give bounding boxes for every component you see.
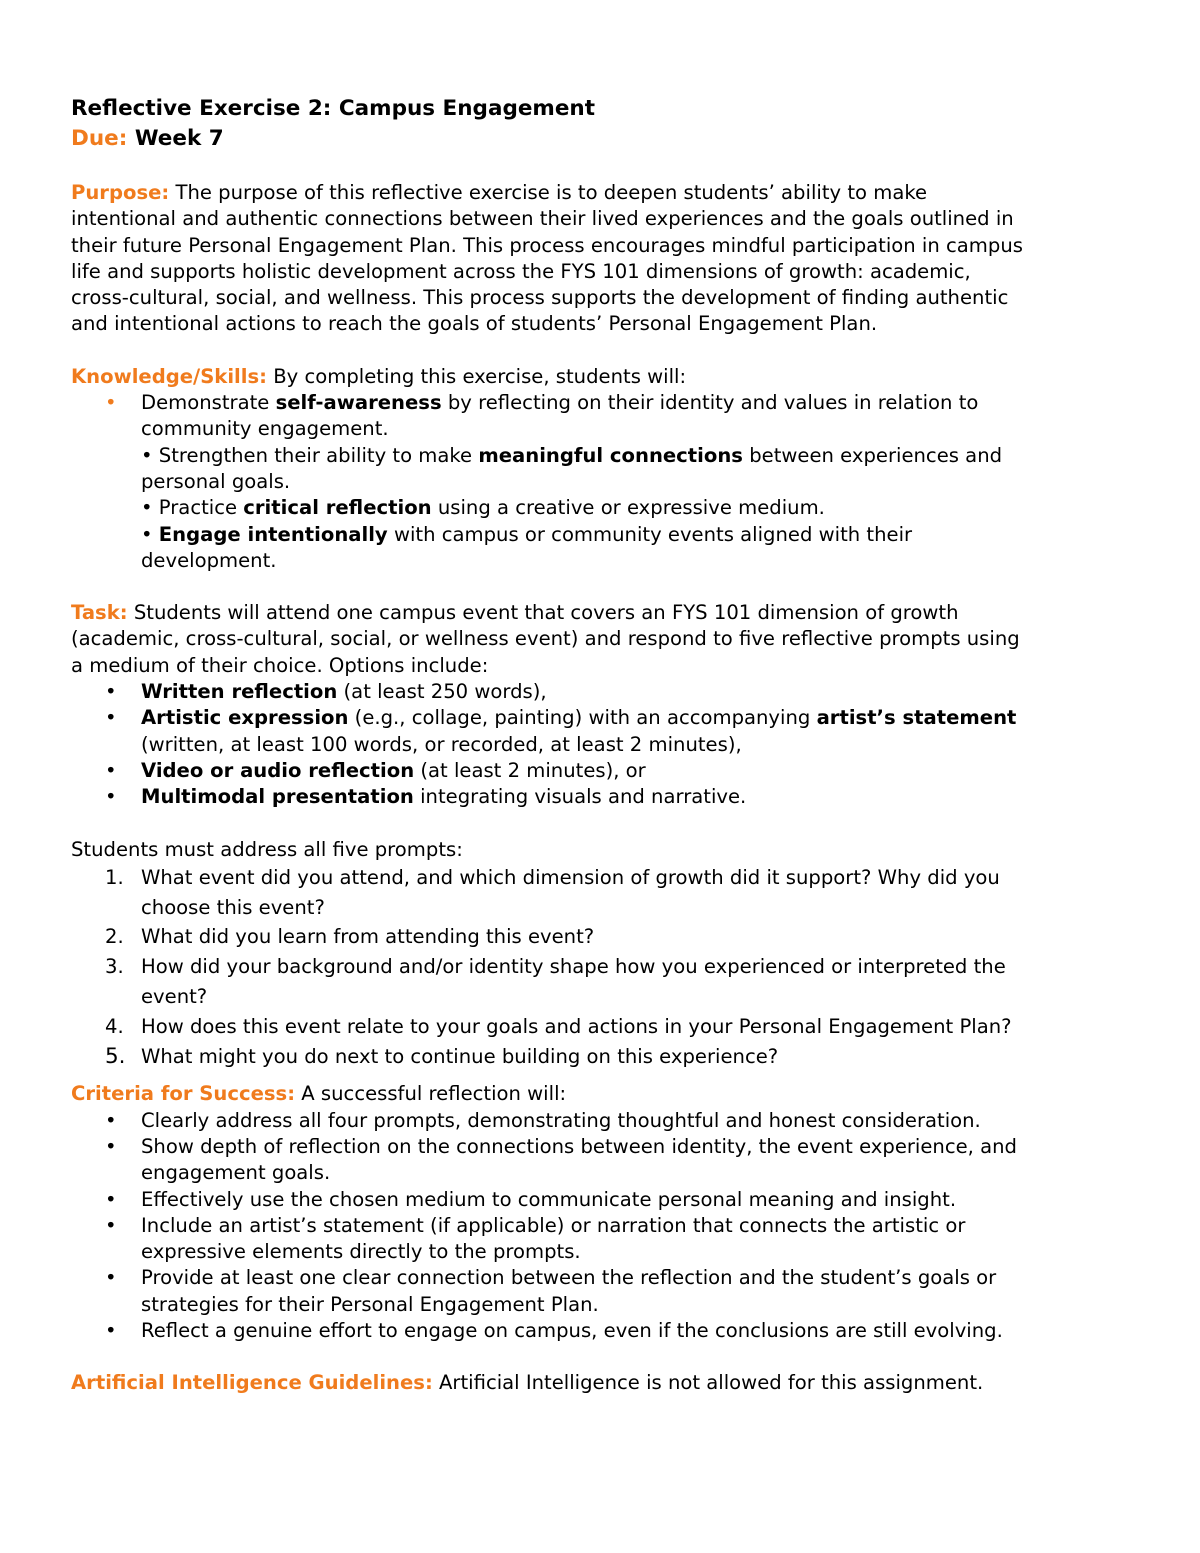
purpose-label: Purpose: bbox=[71, 181, 170, 204]
purpose-line: their future Personal Engagement Plan. This process encourages mindful participation in campus bbox=[71, 233, 1023, 257]
list-item: • Reflect a genuine effort to engage on campus, even if the conclusions are still evolving. bbox=[71, 1318, 1131, 1344]
purpose-section bbox=[71, 180, 1131, 338]
list-number: 4. bbox=[105, 1014, 124, 1038]
task-label: Task: bbox=[71, 601, 128, 625]
knowledge-label: Knowledge/Skills: bbox=[71, 364, 267, 388]
bullet-icon: • bbox=[105, 1319, 117, 1343]
purpose-line: intentional and authentic connections between their lived experiences and the goals outlined in bbox=[71, 207, 1014, 231]
criteria-intro: A successful reflection will: bbox=[301, 1082, 567, 1106]
purpose-line: cross-cultural, social, and wellness. This process supports the development of finding authentic bbox=[71, 286, 1009, 310]
bullet-icon: • bbox=[105, 1108, 117, 1132]
list-item: • Written reflection (at least 250 words), bbox=[71, 679, 1131, 705]
task-line: (academic, cross-cultural, social, or wellness event) and respond to five reflective prompts using bbox=[71, 627, 1020, 651]
list-item: • Practice critical reflection using a creative or expressive medium. bbox=[141, 496, 825, 520]
purpose-line: The purpose of this reflective exercise is to deepen students’ ability to make bbox=[175, 181, 928, 204]
document-body bbox=[71, 94, 1131, 1397]
purpose-line: life and supports holistic development across the FYS 101 dimensions of growth: academic, bbox=[71, 259, 971, 283]
due-value: Week 7 bbox=[134, 126, 224, 151]
bullet-icon: • bbox=[105, 1135, 117, 1158]
list-number: 5. bbox=[105, 1043, 126, 1069]
knowledge-section bbox=[71, 364, 1131, 574]
bullet-icon: • bbox=[105, 1266, 117, 1290]
ai-label: Artificial Intelligence Guidelines: bbox=[71, 1371, 433, 1395]
bullet-icon: • bbox=[105, 680, 117, 704]
due-label: Due: bbox=[71, 126, 128, 151]
list-item: • Artistic expression (e.g., collage, painting) with an accompanying artist’s statement bbox=[71, 705, 1131, 731]
task-line: a medium of their choice. Options include: bbox=[71, 653, 489, 677]
list-item: 4. How does this event relate to your goals and actions in your Personal Engagement Plan? bbox=[71, 1012, 1131, 1042]
due-line bbox=[71, 124, 1131, 154]
list-item: • Engage intentionally with campus or community events aligned with their bbox=[141, 522, 913, 546]
list-item: • Show depth of reflection on the connections between identity, the event experience, and engagement goals. bbox=[105, 1135, 1017, 1185]
bullet-icon: • bbox=[105, 1213, 117, 1237]
list-number: 2. bbox=[105, 925, 124, 949]
list-item: 2. What did you learn from attending this event? bbox=[71, 922, 1131, 952]
bullet-icon: • bbox=[105, 391, 117, 415]
list-number: 3. bbox=[105, 955, 124, 979]
list-item: 5. What might you do next to continue building on this experience? bbox=[71, 1042, 1131, 1072]
ai-text: Artificial Intelligence is not allowed for this assignment. bbox=[439, 1371, 984, 1395]
bullet-icon: • bbox=[105, 706, 117, 730]
ai-guidelines bbox=[71, 1370, 1131, 1396]
list-item: • Multimodal presentation integrating visuals and narrative. bbox=[71, 784, 1131, 810]
task-section bbox=[71, 600, 1131, 810]
list-item-continuation: (written, at least 100 words, or recorded, at least 2 minutes), bbox=[141, 732, 742, 756]
list-item: 1. What event did you attend, and which dimension of growth did it support? Why did you choose this event? bbox=[71, 863, 1131, 923]
criteria-label: Criteria for Success: bbox=[71, 1082, 296, 1106]
prompts-intro: Students must address all five prompts: bbox=[71, 837, 463, 861]
list-item: • Demonstrate self-awareness by reflecting on their identity and values in relation to bbox=[71, 390, 1131, 416]
list-item-continuation: development. bbox=[141, 548, 277, 572]
list-item-continuation: community engagement. bbox=[141, 417, 389, 441]
bullet-icon: • bbox=[105, 785, 117, 809]
knowledge-intro: By completing this exercise, students will: bbox=[273, 364, 687, 388]
list-item: • Clearly address all four prompts, demonstrating thoughtful and honest consideration. bbox=[71, 1108, 1131, 1134]
document-title: Reflective Exercise 2: Campus Engagement bbox=[71, 96, 595, 121]
list-item: 3. How did your background and/or identity shape how you experienced or interpreted the event? bbox=[71, 952, 1131, 1012]
task-line: Students will attend one campus event that covers an FYS 101 dimension of growth bbox=[133, 601, 959, 625]
list-number: 1. bbox=[105, 865, 124, 889]
list-item: • Provide at least one clear connection between the reflection and the student’s goals or strategies for their Personal Engagement Plan. bbox=[105, 1266, 997, 1316]
prompts-section bbox=[71, 837, 1131, 1072]
bullet-icon: • bbox=[105, 1187, 117, 1211]
list-item: • Include an artist’s statement (if applicable) or narration that connects the artistic or expressive elements directly to the prompts. bbox=[105, 1213, 966, 1264]
bullet-icon: • bbox=[105, 758, 117, 782]
purpose-line: and intentional actions to reach the goals of students’ Personal Engagement Plan. bbox=[71, 312, 878, 336]
list-item: • Effectively use the chosen medium to communicate personal meaning and insight. bbox=[71, 1187, 1131, 1213]
list-item: • Strengthen their ability to make meaningful connections between experiences and bbox=[141, 443, 1003, 467]
list-item-continuation: personal goals. bbox=[141, 469, 291, 493]
list-item: • Video or audio reflection (at least 2 minutes), or bbox=[71, 758, 1131, 784]
criteria-section bbox=[71, 1081, 1131, 1344]
